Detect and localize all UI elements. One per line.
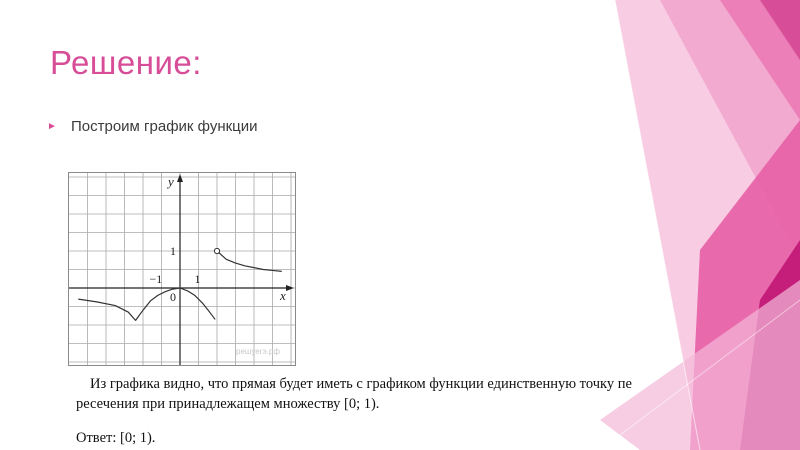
explanation-line-1: Из графика видно, что прямая будет иметь с графиком функции единственную точку пе — [90, 376, 632, 392]
answer-text: Ответ: [0; 1). — [76, 430, 156, 446]
bullet-item — [47, 118, 258, 135]
tick-label-x: −1 — [149, 272, 163, 286]
open-point — [214, 248, 219, 253]
origin-label: 0 — [170, 290, 176, 304]
bullet-arrow-icon: ► — [47, 121, 57, 132]
x-axis-label: x — [280, 288, 286, 303]
graph-svg — [68, 172, 296, 366]
slide-title: Решение: — [50, 44, 202, 81]
watermark: решуегэ.рф — [236, 347, 280, 356]
y-axis-label: y — [168, 174, 174, 189]
explanation-line-2: ресечения при принадлежащем множеству [0; 1). — [76, 396, 380, 412]
tick-label-y: 1 — [170, 244, 176, 258]
tick-label-x: 1 — [194, 272, 201, 286]
function-graph — [68, 172, 296, 366]
bullet-text: Построим график функции — [71, 118, 258, 135]
